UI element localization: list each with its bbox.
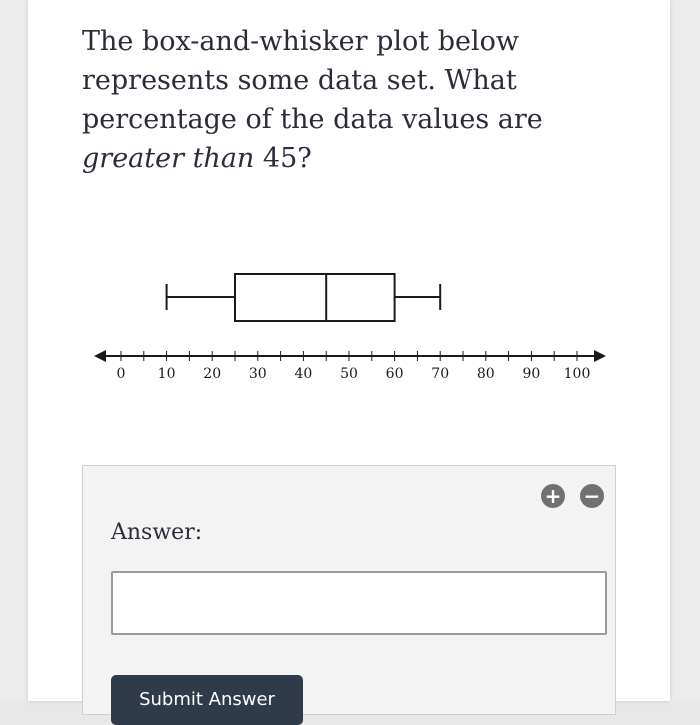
tick-label: 70 [431, 366, 450, 382]
box-plot-chart [90, 262, 610, 392]
tick-label: 10 [157, 366, 176, 382]
tick-label: 0 [116, 366, 126, 382]
answer-panel [82, 465, 616, 715]
tick-label: 30 [248, 366, 267, 382]
tick-label: 50 [340, 366, 358, 382]
tick-label: 80 [476, 366, 495, 382]
left-arrow [94, 350, 106, 362]
tick-label: 90 [522, 366, 541, 382]
answer-input[interactable] [111, 571, 607, 635]
question-emphasis: greater than [82, 143, 255, 174]
tick-label: 20 [203, 366, 222, 382]
tick-label: 60 [385, 366, 404, 382]
iqr-box [235, 274, 395, 321]
answer-label: Answer: [111, 520, 203, 545]
submit-answer-button[interactable]: Submit Answer [111, 675, 303, 725]
right-arrow [594, 350, 606, 362]
minus-circle-icon[interactable]: − [580, 484, 604, 508]
tick-label: 40 [294, 366, 313, 382]
question-text [82, 22, 622, 178]
plus-circle-icon[interactable]: + [541, 484, 565, 508]
question-text-after: 45? [254, 143, 312, 174]
question-text-before: The box-and-whisker plot below represents some data set. What percentage of the data values are [82, 26, 543, 135]
tick-label: 100 [563, 366, 591, 382]
